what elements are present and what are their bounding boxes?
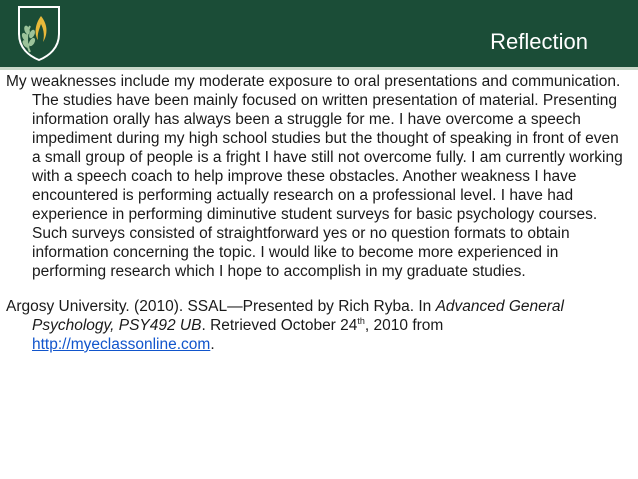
reflection-paragraph: My weaknesses include my moderate exposure to oral presentations and communication. The studies have been mainly focused on written presentation of material. Presenting information orally has always been a struggle for me. I have overcome a speech impediment during my high school studies but the thought of speaking in front of even a small group of people is a fright I have still not overcome fully. I am currently working with a speech coach to help improve these obstacles. Another weakness I have encountered is performing actually research on a professional level. I have had experience in performing diminutive student surveys for basic psychology courses. Such surveys consisted of straightforward yes or no question formats to obtain information concerning the topic. I would like to become more experienced in performing research which I hope to accomplish in my graduate studies. bbox=[6, 73, 623, 280]
header-divider bbox=[0, 67, 638, 70]
slide-header bbox=[0, 0, 638, 67]
shield-flame-logo-icon bbox=[16, 4, 62, 62]
citation-link[interactable]: http://myeclassonline.com bbox=[32, 336, 211, 353]
citation-title: Advanced General Psychology, PSY492 UB bbox=[32, 298, 564, 334]
citation-end: . bbox=[210, 336, 215, 353]
citation-year: , 2010 from bbox=[364, 317, 444, 334]
citation-ordinal: th bbox=[357, 315, 365, 326]
citation bbox=[6, 297, 630, 354]
slide-title: Reflection bbox=[490, 29, 588, 54]
citation-text: Argosy University. (2010). SSAL—Presented by Rich Ryba. In bbox=[6, 298, 436, 315]
slide-body bbox=[6, 72, 630, 354]
citation-retrieved: . Retrieved October 24 bbox=[201, 317, 358, 334]
